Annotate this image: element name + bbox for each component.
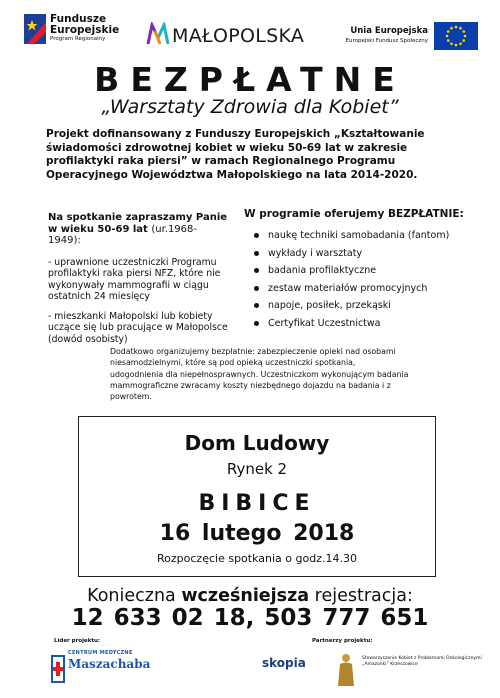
eu-logo [338,22,478,52]
eu-star [464,35,467,38]
venue-place: Dom Ludowy [184,431,330,455]
page-title: BEZPŁATNE [94,60,406,99]
program-item: wykłady i warsztaty [244,248,474,266]
medical-center-logo-icon [50,654,66,684]
program-list [244,230,474,335]
eu-star [459,27,462,30]
malopolska-m-icon [146,22,170,46]
malopolska-logo [146,22,316,52]
program-section [244,208,474,335]
program-item: badania profilaktyczne [244,265,474,283]
venue-street: Rynek 2 [226,460,288,478]
eu-star [462,30,465,33]
page-subtitle: „Warsztaty Zdrowia dla Kobiet” [101,96,399,118]
fe-line2: Europejskie [50,24,120,36]
eu-line1: Unia Europejska [350,26,428,36]
eu-star [446,35,449,38]
project-intro: Projekt dofinansowany z Funduszy Europejskich „Kształtowanie świadomości zdrowotnej kobiet w wieku 50-69 lat w zakresie profilaktyki raka piersi” w ramach Regionalnego Programu Operacyjnego Województwa Małopolskiego na lata 2014-2020. [46,128,425,181]
program-item: Certyfikat Uczestnictwa [244,318,474,336]
invitation-heading [48,212,228,247]
cm-top-text: CENTRUM MEDYCZNE [68,650,133,656]
eu-funds-star-icon [24,14,46,44]
eligibility-item-1: - uprawnione uczestniczki Programu profilaktyki raka piersi NFZ, które nie wykonywały mammografii w ciągu ostatnich 24 miesięcy [48,256,221,302]
venue-time: Rozpoczęcie spotkania o godz.14.30 [157,552,357,565]
program-item: naukę techniki samobadania (fantom) [244,230,474,248]
eu-star [459,42,462,45]
registration-emphasis: wcześniejsza [181,586,310,606]
program-heading: W programie oferujemy BEZPŁATNIE: [244,208,464,220]
fe-line1: Fundusze [50,13,107,25]
registration-prefix: Konieczna [87,586,182,606]
eu-star [455,44,458,47]
venue-box [78,416,436,577]
registration-suffix: rejestracja: [309,586,413,606]
eu-line2: Europejski Fundusz Społeczny [345,38,428,44]
cm-main-text: Maszachaba [68,657,151,671]
program-item: zestaw materiałów promocyjnych [244,283,474,301]
eu-star [462,39,465,42]
venue-date: 16 lutego 2018 [159,521,355,546]
fundusze-europejskie-logo [24,12,144,52]
eu-star [450,27,453,30]
skopia-logo: skopia [262,656,306,670]
fe-line3: Program Regionalny [50,36,106,42]
invitation-years: (ur.1968-1949): [48,223,197,246]
eu-star [447,39,450,42]
lider-label: Lider projektu: [54,638,101,644]
centrum-medyczne-logo [50,650,151,686]
partner-label: Partnerzy projektu: [312,638,373,644]
additional-info: Dodatkowo organizujemy bezpłatnie: zabezpieczenie opieki nad osobami niesamodzielnymi, które są pod opieką uczestniczki spotkania, udogodnienia dla niepełnosprawnych. Uczestniczkom wykonującym badania mammograficzne zwracamy koszty niezbędnego dojazdu na badania i z powrotem. [110,347,409,402]
eligibility-item-2: - mieszkanki Małopolski lub kobiety uczące się lub pracujące w Małopolsce (dowód osobisty) [48,310,228,345]
venue-town: BIBICE [198,491,316,516]
eu-star [455,26,458,29]
amazonki-text: Stowarzyszenie Kobiet z Problemami Onkologicznymi „Amazonki” Krzeszowice [362,656,482,667]
invitation-heading-text: Na spotkanie zapraszamy Panie w wieku 50-69 lat [48,212,228,235]
invitation-section [48,212,228,345]
eu-flag-icon [434,22,478,50]
malopolska-text: MAŁOPOLSKA [172,25,305,47]
eu-star [447,30,450,33]
amazonki-figure-icon [336,652,356,688]
eu-star [450,42,453,45]
phone-numbers[interactable]: 12 633 02 18, 503 777 651 [71,605,429,631]
registration-line [0,586,500,606]
program-item: napoje, posiłek, przekąski [244,300,474,318]
